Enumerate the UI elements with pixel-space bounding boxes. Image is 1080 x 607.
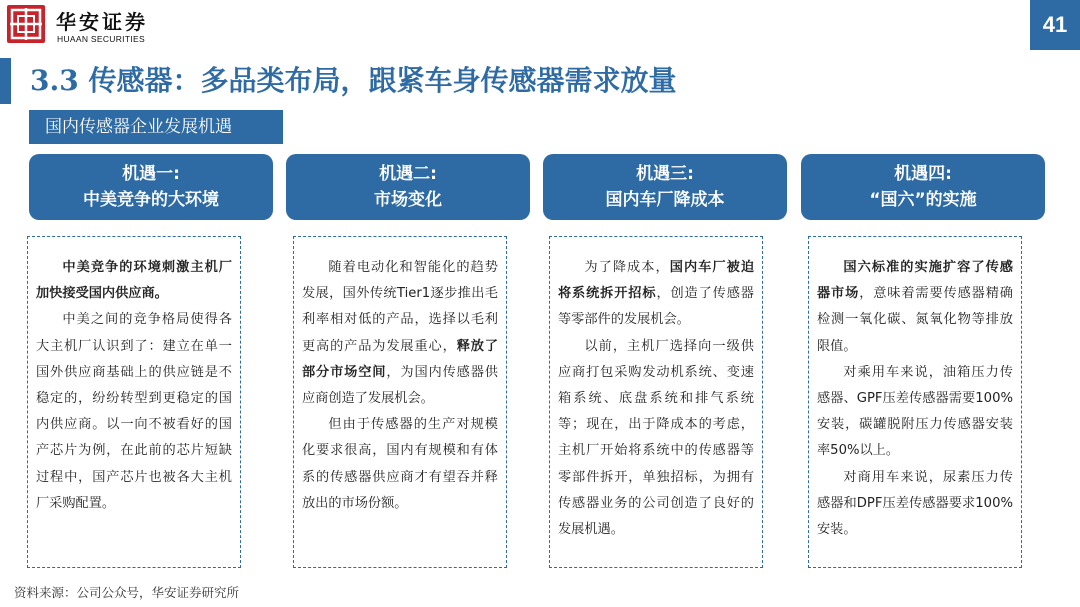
opportunity-2-body (293, 236, 507, 568)
body-text: ，为国内传感器供应商创造了发展机会。 (302, 364, 498, 407)
opportunity-1-header (29, 154, 273, 220)
opportunity-2-paragraph (302, 412, 498, 517)
opportunity-3-paragraph (558, 255, 754, 334)
body-text: 对商用车来说，尿素压力传感器和DPF压差传感器要求100%安装。 (817, 469, 1013, 538)
opportunity-2-label: 机遇二: (379, 164, 437, 184)
opportunity-2-paragraph (302, 255, 498, 412)
opportunity-4-label: 机遇四: (894, 164, 952, 184)
opportunity-4-header (801, 154, 1045, 220)
opportunity-1-body (27, 236, 241, 568)
body-text: 但由于传感器的生产对规模化要求很高，国内有规模和有体系的传感器供应商才有望吞并释放出的市场份额。 (302, 417, 498, 511)
body-text: 随着电动化和智能化的趋势发展，国外传统Tier1逐步推出毛利率相对低的产品，选择以毛利更高的产品为发展重心， (302, 260, 498, 354)
opportunity-4-title: “国六”的实施 (869, 190, 977, 210)
page-number: 41 (1030, 0, 1080, 50)
brand-name-cn: 华安证券 (56, 10, 148, 34)
body-text: ，意味着需要传感器精确检测一氧化碳、氮氧化物等排放限值。 (817, 286, 1013, 354)
opportunity-4-paragraph (817, 465, 1013, 544)
opportunity-2-header (286, 154, 530, 220)
opportunity-4-paragraph (817, 255, 1013, 360)
opportunity-2-title: 市场变化 (374, 190, 442, 210)
brand-logo-icon (7, 5, 45, 43)
title-accent-bar (0, 58, 11, 104)
emphasis-text: 国六标准的实施扩容了传感器市场 (817, 260, 1013, 302)
opportunity-3-body (549, 236, 763, 568)
section-label: 国内传感器企业发展机遇 (29, 110, 283, 144)
opportunity-4-paragraph (817, 360, 1013, 465)
emphasis-text: 国内车厂被迫将系统拆开招标 (558, 260, 755, 302)
brand-name-en: HUAAN SECURITIES (57, 34, 145, 44)
opportunity-3-header (543, 154, 787, 220)
body-text: 以前，主机厂选择向一级供应商打包采购发动机系统、变速箱系统、底盘系统和排气系统等；现在，出于降成本的考虑，主机厂开始将系统中的传感器等零部件拆开，单独招标，为拥有传感器业务的公司创造了良好的发展机遇。 (558, 338, 754, 538)
body-text: 对乘用车来说，油箱压力传感器、GPF压差传感器需要100%安装，碳罐脱附压力传感器安装率50%以上。 (817, 364, 1013, 459)
opportunity-3-paragraph (558, 334, 754, 544)
opportunity-1-title: 中美竞争的大环境 (83, 190, 219, 210)
body-text: 中美之间的竞争格局使得各大主机厂认识到了：建立在单一国外供应商基础上的供应链是不稳定的，纷纷转型到更稳定的国内供应商。以一向不被看好的国产芯片为例，在此前的芯片短缺过程中，国产芯片也被各大主机厂采购配置。 (36, 312, 232, 511)
emphasis-text: 中美竞争的环境刺激主机厂加快接受国内供应商。 (36, 260, 232, 302)
page-title: 3.3 传感器：多品类布局，跟紧车身传感器需求放量 (30, 64, 677, 97)
body-text: ，创造了传感器等零部件的发展机会。 (558, 286, 754, 328)
opportunity-1-label: 机遇一: (122, 164, 180, 184)
opportunity-3-title: 国内车厂降成本 (605, 190, 725, 210)
source-note: 资料来源：公司公众号，华安证券研究所 (14, 585, 240, 600)
opportunity-1-paragraph (36, 255, 232, 307)
opportunity-3-label: 机遇三: (636, 164, 694, 184)
body-text: 为了降成本， (584, 260, 670, 275)
emphasis-text: 释放了部分市场空间 (302, 338, 498, 380)
opportunity-1-paragraph (36, 307, 232, 517)
opportunity-4-body (808, 236, 1022, 568)
